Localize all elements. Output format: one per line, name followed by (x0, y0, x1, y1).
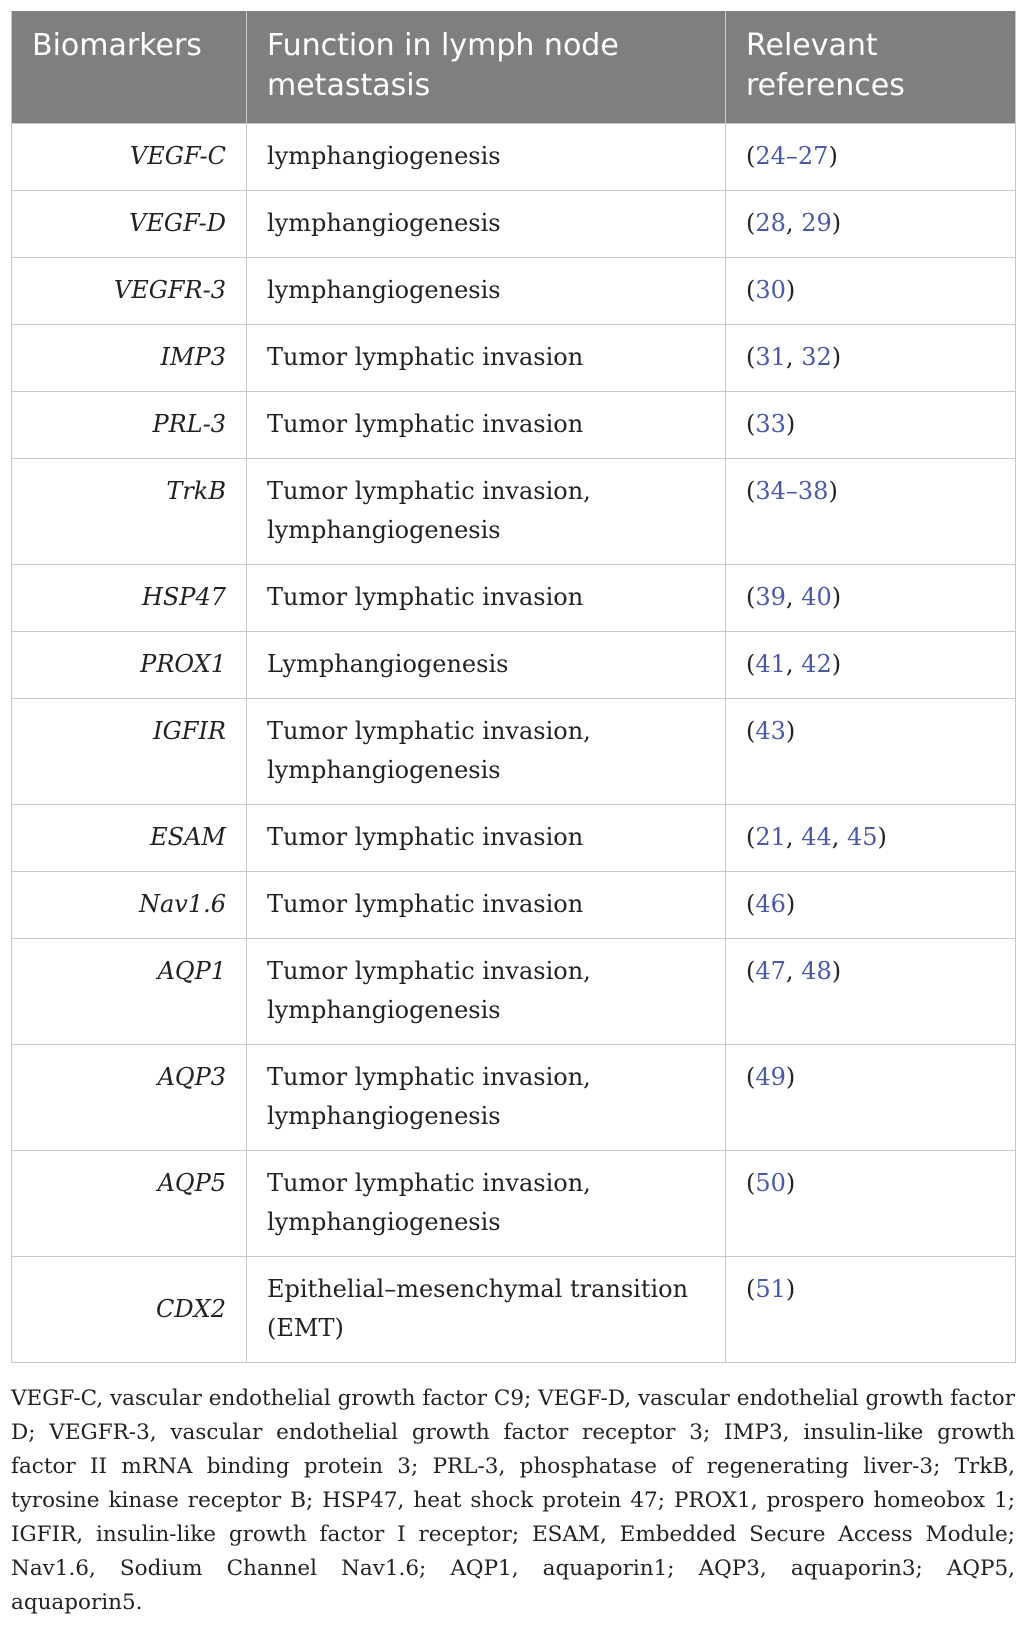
close-paren: ) (785, 717, 796, 745)
open-paren: ( (746, 1169, 756, 1197)
biomarker-cell: VEGFR-3 (12, 258, 247, 325)
biomarker-cell: IMP3 (12, 325, 247, 392)
table-row (12, 191, 1016, 258)
open-paren: ( (746, 650, 756, 678)
references-cell (726, 124, 1016, 191)
biomarker-cell: ESAM (12, 805, 247, 872)
reference-link[interactable]: 39 (755, 583, 786, 611)
close-paren: ) (877, 823, 887, 851)
function-cell: lymphangiogenesis (247, 124, 726, 191)
reference-link[interactable]: 28 (755, 209, 786, 237)
close-paren: ) (831, 209, 842, 237)
close-paren: ) (785, 1275, 796, 1303)
open-paren: ( (746, 343, 756, 371)
close-paren: ) (828, 477, 838, 505)
table-row (12, 699, 1016, 805)
table-row (12, 1257, 1016, 1363)
ref-separator: , (785, 343, 802, 371)
reference-link[interactable]: 29 (801, 209, 832, 237)
function-cell: Tumor lymphatic invasion (247, 805, 726, 872)
biomarker-cell: PRL-3 (12, 392, 247, 459)
table-header (12, 11, 1016, 124)
open-paren: ( (746, 717, 756, 745)
biomarker-cell: HSP47 (12, 565, 247, 632)
ref-separator: , (831, 823, 847, 851)
function-cell: lymphangiogenesis (247, 258, 726, 325)
table-footnote: VEGF-C, vascular endothelial growth factor C9; VEGF-D, vascular endothelial growth factor D; VEGFR-3, vascular endothelial growth factor receptor 3; IMP3, insulin-like growth factor II mRNA binding protein 3; PRL-3, phosphatase of regenerating liver-3; TrkB, tyrosine kinase receptor B; HSP47, heat shock protein 47; PROX1, prospero homeobox 1; IGFIR, insulin-like growth factor I receptor; ESAM, Embedded Secure Access Module; Nav1.6, Sodium Channel Nav1.6; AQP1, aquaporin1; AQP3, aquaporin3; AQP5, aquaporin5. (11, 1385, 1015, 1615)
reference-link[interactable]: 32 (801, 343, 832, 371)
function-cell: Tumor lymphatic invasion (247, 325, 726, 392)
function-cell: lymphangiogenesis (247, 191, 726, 258)
ref-separator: , (785, 209, 802, 237)
reference-link[interactable]: 30 (755, 276, 786, 304)
function-cell: Tumor lymphatic invasion, lymphangiogenesis (247, 459, 726, 565)
references-cell (726, 191, 1016, 258)
references-cell (726, 872, 1016, 939)
open-paren: ( (746, 1063, 756, 1091)
table-row (12, 325, 1016, 392)
reference-link[interactable]: 33 (755, 410, 786, 438)
biomarker-cell: TrkB (12, 459, 247, 565)
biomarker-cell: VEGF-C (12, 124, 247, 191)
header-biomarkers: Biomarkers (12, 11, 247, 124)
close-paren: ) (785, 410, 796, 438)
references-cell (726, 392, 1016, 459)
function-cell: Tumor lymphatic invasion (247, 872, 726, 939)
close-paren: ) (785, 276, 796, 304)
biomarker-cell: CDX2 (12, 1257, 247, 1363)
open-paren: ( (746, 209, 756, 237)
close-paren: ) (831, 957, 842, 985)
function-cell: Tumor lymphatic invasion, lymphangiogenesis (247, 699, 726, 805)
header-references: Relevant references (726, 11, 1016, 124)
table-row (12, 392, 1016, 459)
reference-link[interactable]: 49 (755, 1063, 786, 1091)
open-paren: ( (746, 276, 756, 304)
reference-link[interactable]: 42 (801, 650, 832, 678)
reference-link[interactable]: 50 (755, 1169, 786, 1197)
function-cell: Tumor lymphatic invasion, lymphangiogenesis (247, 1151, 726, 1257)
table-row (12, 565, 1016, 632)
open-paren: ( (746, 1275, 756, 1303)
open-paren: ( (746, 142, 756, 170)
reference-link[interactable]: 21 (755, 823, 786, 851)
function-cell: Tumor lymphatic invasion, lymphangiogenesis (247, 1045, 726, 1151)
close-paren: ) (831, 650, 842, 678)
ref-separator: , (785, 957, 802, 985)
reference-link[interactable]: 41 (755, 650, 786, 678)
ref-separator: , (785, 650, 802, 678)
references-cell (726, 1257, 1016, 1363)
references-cell (726, 939, 1016, 1045)
close-paren: ) (785, 1169, 796, 1197)
table-header-row (12, 11, 1016, 124)
close-paren: ) (831, 343, 842, 371)
table-row (12, 459, 1016, 565)
biomarker-cell: AQP1 (12, 939, 247, 1045)
open-paren: ( (746, 477, 756, 505)
biomarker-table-container (11, 11, 1015, 1363)
close-paren: ) (828, 142, 838, 170)
function-cell: Epithelial–mesenchymal transition (EMT) (247, 1257, 726, 1363)
table-row (12, 939, 1016, 1045)
table-row (12, 632, 1016, 699)
references-cell (726, 565, 1016, 632)
table-row (12, 1045, 1016, 1151)
table-body (12, 124, 1016, 1363)
reference-link[interactable]: 47 (755, 957, 786, 985)
function-cell: Tumor lymphatic invasion (247, 565, 726, 632)
table-row (12, 872, 1016, 939)
function-cell: Lymphangiogenesis (247, 632, 726, 699)
references-cell (726, 632, 1016, 699)
close-paren: ) (831, 583, 842, 611)
references-cell (726, 1045, 1016, 1151)
table-row (12, 124, 1016, 191)
reference-link[interactable]: 43 (755, 717, 786, 745)
reference-link[interactable]: 46 (755, 890, 786, 918)
biomarker-cell: AQP3 (12, 1045, 247, 1151)
open-paren: ( (746, 410, 756, 438)
references-cell (726, 1151, 1016, 1257)
function-cell: Tumor lymphatic invasion, lymphangiogenesis (247, 939, 726, 1045)
biomarker-cell: AQP5 (12, 1151, 247, 1257)
header-function: Function in lymph node metastasis (247, 11, 726, 124)
references-cell (726, 258, 1016, 325)
reference-link[interactable]: 34–38 (755, 477, 829, 505)
open-paren: ( (746, 890, 756, 918)
reference-link[interactable]: 45 (847, 823, 878, 851)
biomarker-table (11, 11, 1016, 1363)
close-paren: ) (785, 890, 796, 918)
biomarker-cell: VEGF-D (12, 191, 247, 258)
biomarker-cell: Nav1.6 (12, 872, 247, 939)
reference-link[interactable]: 51 (755, 1275, 786, 1303)
references-cell (726, 699, 1016, 805)
references-cell (726, 805, 1016, 872)
reference-link[interactable]: 40 (801, 583, 832, 611)
references-cell (726, 459, 1016, 565)
function-cell: Tumor lymphatic invasion (247, 392, 726, 459)
references-cell (726, 325, 1016, 392)
reference-link[interactable]: 31 (755, 343, 786, 371)
close-paren: ) (785, 1063, 796, 1091)
table-row (12, 1151, 1016, 1257)
reference-link[interactable]: 44 (801, 823, 832, 851)
table-row (12, 805, 1016, 872)
open-paren: ( (746, 957, 756, 985)
reference-link[interactable]: 24–27 (755, 142, 829, 170)
open-paren: ( (746, 823, 756, 851)
ref-separator: , (785, 583, 802, 611)
open-paren: ( (746, 583, 756, 611)
reference-link[interactable]: 48 (801, 957, 832, 985)
biomarker-cell: IGFIR (12, 699, 247, 805)
biomarker-cell: PROX1 (12, 632, 247, 699)
ref-separator: , (785, 823, 802, 851)
table-row (12, 258, 1016, 325)
